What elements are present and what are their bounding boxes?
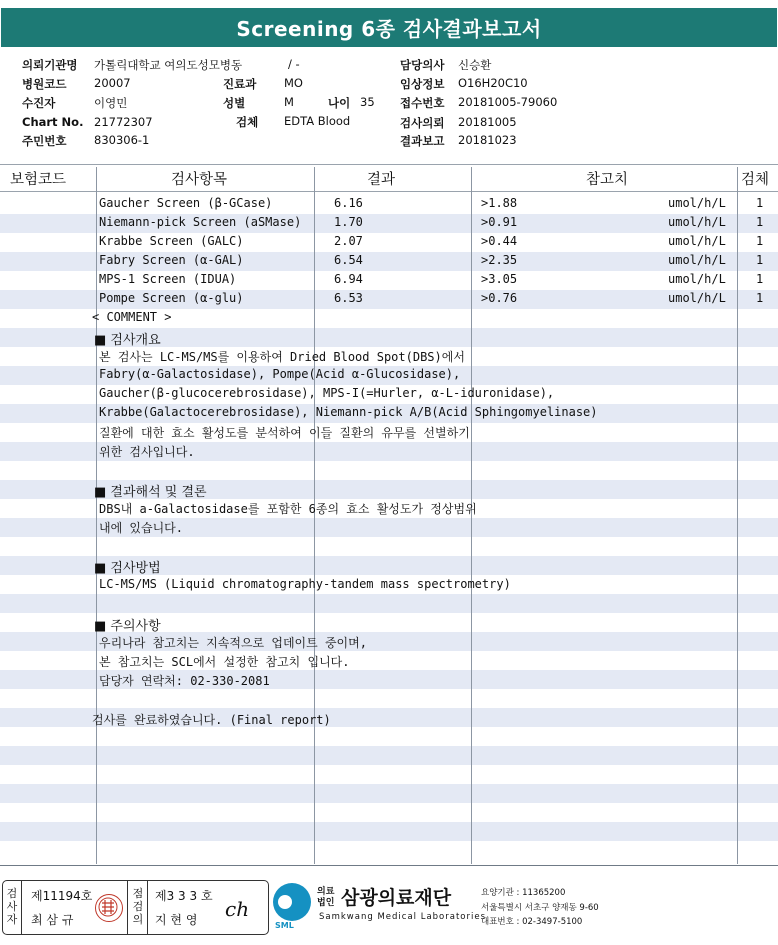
specimen-value: EDTA Blood — [284, 114, 351, 128]
row-item: Pompe Screen (α-glu) — [99, 291, 244, 305]
row-ref: >3.05 — [481, 272, 518, 286]
confirm-name: 지 현 영 — [155, 913, 198, 927]
row-ref: >0.76 — [481, 291, 518, 305]
row-ref: >0.44 — [481, 234, 518, 248]
age-label: 나이 — [328, 96, 351, 110]
tester-name: 최 삼 규 — [31, 913, 74, 927]
row-result: 1.70 — [334, 215, 363, 229]
row-ref: >0.91 — [481, 215, 518, 229]
table-row — [0, 252, 778, 271]
comment-header: < COMMENT > — [92, 310, 172, 324]
row-unit: umol/h/L — [668, 253, 726, 267]
age-value: 35 — [360, 95, 375, 109]
table-row — [0, 271, 778, 290]
report-label: 결과보고 — [400, 134, 445, 148]
sex-label: 성별 — [223, 96, 246, 110]
row-result: 6.94 — [334, 272, 363, 286]
confirm-license: 제3 3 3 호 — [155, 889, 213, 903]
row-item: Krabbe Screen (GALC) — [99, 234, 244, 248]
receipt-value: 20181005-79060 — [458, 95, 558, 109]
comment-line: 위한 검사입니다. — [99, 445, 195, 459]
doctor-value: 신승환 — [458, 58, 492, 72]
comment-line: 우리나라 참고치는 지속적으로 업데이트 중이며, — [99, 636, 367, 650]
id-value: 830306-1 — [94, 133, 150, 147]
dept-label: 진료과 — [223, 77, 257, 91]
table-row — [0, 195, 778, 214]
final-report-note: 검사를 완료하였습니다. (Final report) — [92, 713, 331, 727]
patient-info — [22, 55, 762, 155]
table-row — [0, 233, 778, 252]
comment-line: 담당자 연락처: 02-330-2081 — [99, 674, 270, 688]
section-title: ■ 주의사항 — [94, 619, 161, 634]
patient-value: 이영민 — [94, 96, 128, 110]
org-value: 가톨릭대학교 여의도성모병동 — [94, 58, 243, 72]
row-specimen: 1 — [756, 196, 764, 210]
comment-line: 본 참고치는 SCL에서 설정한 참고치 입니다. — [99, 655, 350, 669]
row-result: 6.54 — [334, 253, 363, 267]
table-header — [0, 165, 778, 191]
section-title: ■ 검사개요 — [94, 333, 161, 348]
seal-icon — [95, 894, 123, 922]
receipt-label: 접수번호 — [400, 96, 445, 110]
dept-value: MO — [284, 76, 303, 90]
col-reference: 참고치 — [586, 172, 629, 188]
confirm-label: 점검의 — [132, 887, 144, 926]
row-unit: umol/h/L — [668, 291, 726, 305]
clinical-label: 임상정보 — [400, 77, 445, 91]
row-unit: umol/h/L — [668, 215, 726, 229]
comment-line: Gaucher(β-glucocerebrosidase), MPS-I(=Hurler, α-L-iduronidase), — [99, 386, 555, 400]
table-header-rule — [0, 191, 778, 192]
patient-label: 수진자 — [22, 96, 56, 110]
row-item: Fabry Screen (α-GAL) — [99, 253, 244, 267]
org-code: 요양기관 : 11365200 — [481, 888, 566, 898]
org-extra: / - — [288, 57, 300, 71]
sex-value: M — [284, 95, 294, 109]
row-result: 2.07 — [334, 234, 363, 248]
tester-license: 제11194호 — [31, 889, 93, 903]
row-result: 6.16 — [334, 196, 363, 210]
row-specimen: 1 — [756, 253, 764, 267]
org-phone: 대표번호 : 02-3497-5100 — [481, 917, 583, 927]
signature: ch — [225, 897, 250, 921]
row-item: Gaucher Screen (β-GCase) — [99, 196, 273, 210]
org-name: 삼광의료재단 — [341, 887, 452, 909]
row-result: 6.53 — [334, 291, 363, 305]
doctor-label: 담당의사 — [400, 58, 445, 72]
id-label: 주민번호 — [22, 134, 67, 148]
col-item: 검사항목 — [171, 172, 228, 188]
section-title: ■ 검사방법 — [94, 561, 161, 576]
org-type: 의료법인 — [317, 887, 335, 908]
table-row — [0, 290, 778, 309]
logo-mark: SML — [275, 921, 294, 930]
specimen-label: 검체 — [236, 115, 259, 129]
row-unit: umol/h/L — [668, 272, 726, 286]
chart-label: Chart No. — [22, 115, 84, 129]
table-bottom-rule — [0, 865, 778, 866]
request-label: 검사의뢰 — [400, 116, 445, 130]
row-specimen: 1 — [756, 234, 764, 248]
footer — [0, 877, 778, 939]
comment-line: 내에 있습니다. — [99, 521, 184, 535]
clinical-value: O16H20C10 — [458, 76, 528, 90]
report-title: Screening 6종 검사결과보고서 — [1, 8, 777, 47]
request-value: 20181005 — [458, 115, 517, 129]
row-item: Niemann-pick Screen (aSMase) — [99, 215, 302, 229]
comment-line: Krabbe(Galactocerebrosidase), Niemann-pick A/B(Acid Sphingomyelinase) — [99, 405, 598, 419]
section-title: ■ 결과해석 및 결론 — [94, 485, 207, 500]
tester-label: 검사자 — [6, 887, 18, 926]
row-specimen: 1 — [756, 272, 764, 286]
chart-value: 21772307 — [94, 115, 153, 129]
row-item: MPS-1 Screen (IDUA) — [99, 272, 237, 286]
col-specimen: 검체 — [741, 172, 770, 188]
signature-box — [2, 880, 269, 935]
table-row — [0, 214, 778, 233]
row-ref: >2.35 — [481, 253, 518, 267]
row-specimen: 1 — [756, 291, 764, 305]
report-value: 20181023 — [458, 133, 517, 147]
comment-line: DBS내 a-Galactosidase를 포함한 6종의 효소 활성도가 정상범위 — [99, 502, 477, 516]
company-logo — [273, 881, 773, 933]
row-unit: umol/h/L — [668, 234, 726, 248]
org-english: Samkwang Medical Laboratories — [319, 912, 487, 922]
comment-line: 본 검사는 LC-MS/MS를 이용하여 Dried Blood Spot(DBS)에서 — [99, 350, 465, 364]
row-unit: umol/h/L — [668, 196, 726, 210]
org-address: 서울특별시 서초구 양재동 9-60 — [481, 903, 599, 913]
code-label: 병원코드 — [22, 77, 67, 91]
org-label: 의뢰기관명 — [22, 58, 78, 72]
code-value: 20007 — [94, 76, 131, 90]
comment-line: 질환에 대한 효소 활성도를 분석하여 이들 질환의 유무를 선별하기 — [99, 426, 470, 440]
row-specimen: 1 — [756, 215, 764, 229]
comment-line: LC-MS/MS (Liquid chromatography-tandem mass spectrometry) — [99, 577, 511, 591]
col-result: 결과 — [367, 172, 396, 188]
comment-line: Fabry(α-Galactosidase), Pompe(Acid α-Glucosidase), — [99, 367, 461, 381]
row-ref: >1.88 — [481, 196, 518, 210]
col-insurance: 보험코드 — [10, 172, 67, 188]
